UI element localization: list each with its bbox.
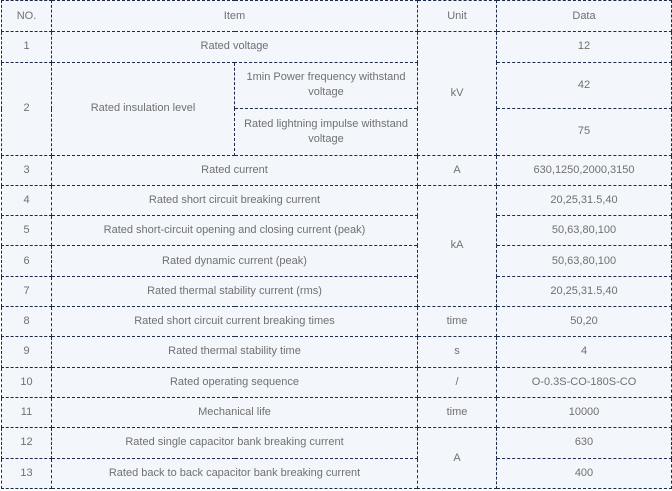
row-number: 3 bbox=[2, 155, 52, 185]
row-data: 20,25,31.5,40 bbox=[497, 276, 672, 306]
row-unit: / bbox=[418, 367, 497, 397]
row-number: 11 bbox=[2, 397, 52, 427]
row-unit-merged-a: A bbox=[418, 428, 497, 489]
row-number: 7 bbox=[2, 276, 52, 306]
row-data: O-0.3S-CO-180S-CO bbox=[497, 367, 672, 397]
header-no: NO. bbox=[2, 1, 52, 32]
row-unit: s bbox=[418, 337, 497, 367]
row-data: 10000 bbox=[497, 397, 672, 427]
row-number: 1 bbox=[2, 32, 52, 62]
row-item: Rated back to back capacitor bank breaking current bbox=[52, 458, 418, 488]
table-row bbox=[2, 62, 672, 108]
row-number: 9 bbox=[2, 337, 52, 367]
row-data: 4 bbox=[497, 337, 672, 367]
table-row bbox=[2, 428, 672, 458]
row-unit-merged-kv: kV bbox=[418, 32, 497, 155]
row-subitem: 1min Power frequency withstand voltage bbox=[235, 62, 418, 108]
row-number: 13 bbox=[2, 458, 52, 488]
row-number: 5 bbox=[2, 216, 52, 246]
row-number: 10 bbox=[2, 367, 52, 397]
row-unit: A bbox=[418, 155, 497, 185]
row-item: Rated single capacitor bank breaking current bbox=[52, 428, 418, 458]
table-row bbox=[2, 337, 672, 367]
row-item: Rated voltage bbox=[52, 32, 418, 62]
table-header-row bbox=[2, 1, 672, 32]
row-item: Rated insulation level bbox=[52, 62, 235, 155]
table-row bbox=[2, 307, 672, 337]
row-unit-merged-ka: kA bbox=[418, 185, 497, 306]
table-row bbox=[2, 397, 672, 427]
row-data: 50,63,80,100 bbox=[497, 246, 672, 276]
row-item: Rated thermal stability time bbox=[52, 337, 418, 367]
header-item: Item bbox=[52, 1, 418, 32]
table-row bbox=[2, 276, 672, 306]
row-data: 50,63,80,100 bbox=[497, 216, 672, 246]
row-item: Mechanical life bbox=[52, 397, 418, 427]
row-item: Rated short circuit breaking current bbox=[52, 185, 418, 215]
table-row bbox=[2, 458, 672, 488]
row-data: 630,1250,2000,3150 bbox=[497, 155, 672, 185]
table-row bbox=[2, 246, 672, 276]
row-data: 42 bbox=[497, 62, 672, 108]
row-data: 12 bbox=[497, 32, 672, 62]
table-row bbox=[2, 32, 672, 62]
row-data: 20,25,31.5,40 bbox=[497, 185, 672, 215]
header-unit: Unit bbox=[418, 1, 497, 32]
table-row bbox=[2, 185, 672, 215]
header-data: Data bbox=[497, 1, 672, 32]
rated-parameters-table bbox=[1, 0, 672, 489]
row-data: 630 bbox=[497, 428, 672, 458]
row-data: 50,20 bbox=[497, 307, 672, 337]
row-number: 8 bbox=[2, 307, 52, 337]
table-row bbox=[2, 216, 672, 246]
row-unit: time bbox=[418, 397, 497, 427]
row-subitem: Rated lightning impulse withstand voltage bbox=[235, 109, 418, 155]
row-number: 6 bbox=[2, 246, 52, 276]
row-unit: time bbox=[418, 307, 497, 337]
row-item: Rated short circuit current breaking times bbox=[52, 307, 418, 337]
table-row bbox=[2, 367, 672, 397]
row-item: Rated operating sequence bbox=[52, 367, 418, 397]
row-number: 12 bbox=[2, 428, 52, 458]
row-number: 2 bbox=[2, 62, 52, 155]
row-data: 75 bbox=[497, 109, 672, 155]
table-row bbox=[2, 155, 672, 185]
row-item: Rated dynamic current (peak) bbox=[52, 246, 418, 276]
row-number: 4 bbox=[2, 185, 52, 215]
row-item: Rated current bbox=[52, 155, 418, 185]
row-item: Rated thermal stability current (rms) bbox=[52, 276, 418, 306]
row-data: 400 bbox=[497, 458, 672, 488]
row-item: Rated short-circuit opening and closing current (peak) bbox=[52, 216, 418, 246]
